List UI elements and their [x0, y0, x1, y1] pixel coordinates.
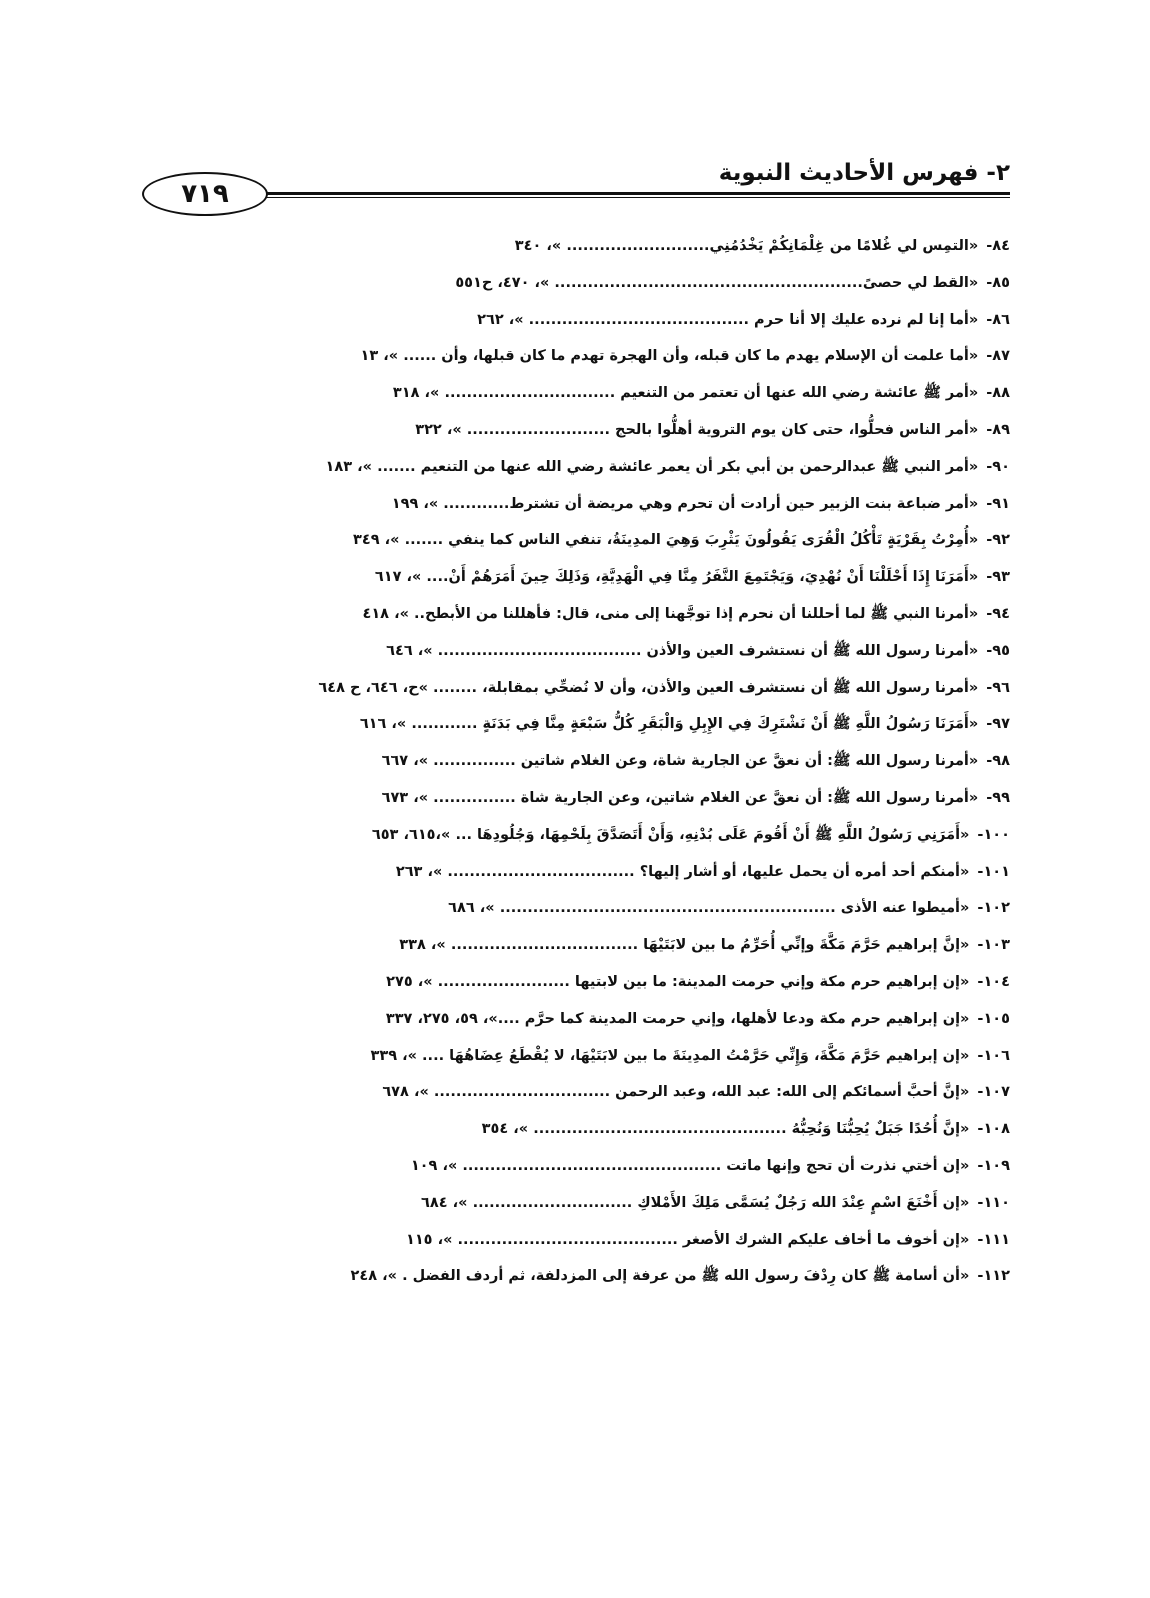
- entry-number: ٩٤-: [986, 605, 1010, 622]
- index-entry: [190, 890, 1010, 927]
- index-entry: [190, 1111, 1010, 1148]
- index-entry: [190, 375, 1010, 412]
- section-title: ٢- فهرس الأحاديث النبوية: [718, 160, 1010, 186]
- entry-number: ٩٣-: [986, 569, 1010, 586]
- index-entry: [190, 302, 1010, 339]
- entry-number: ١١١-: [977, 1231, 1010, 1248]
- entry-number: ١٠٨-: [977, 1121, 1010, 1138]
- entry-number: ١١٢-: [977, 1268, 1010, 1285]
- entry-number: ٨٨-: [986, 385, 1010, 402]
- index-entry: [190, 596, 1010, 633]
- index-entry: [190, 780, 1010, 817]
- entry-text: «إن إبراهيم حرم مكة وإني حرمت المدينة: ما بين لابتيها ........................ »، ٢٧٥: [386, 973, 970, 990]
- entry-number: ٩٥-: [986, 642, 1010, 659]
- index-entry: [190, 559, 1010, 596]
- entry-text: «أَمَرَنَا رَسُولُ اللَّهِ ﷺ أَنْ نَشْتَرِكَ فِي الإِبِلِ وَالْبَقَرِ كُلُّ سَبْعَةٍ مِنَّا فِي بَدَنَةٍ ............ »، ٦١٦: [359, 716, 979, 733]
- index-entry: [190, 1222, 1010, 1259]
- index-entry: [190, 522, 1010, 559]
- index-entry: [190, 854, 1010, 891]
- index-entry: [190, 1001, 1010, 1038]
- index-entry: [190, 743, 1010, 780]
- entry-number: ١١٠-: [977, 1194, 1010, 1211]
- entry-text: «إن أختي نذرت أن تحج وإنها ماتت ............................................... »، ١٠٩: [410, 1157, 970, 1174]
- entry-text: «أن أسامة ﷺ كان رِدْفَ رسول الله ﷺ من عرفة إلى المزدلفة، ثم أردف الفضل . »، ٢٤٨: [350, 1268, 970, 1285]
- index-entry: [190, 817, 1010, 854]
- entry-text: «أميطوا عنه الأذى ............................................................. »، ٦٨٦: [448, 900, 970, 917]
- entry-number: ٨٦-: [986, 311, 1010, 328]
- index-entry: [190, 706, 1010, 743]
- entry-number: ٩٩-: [986, 789, 1010, 806]
- entry-text: «أما علمت أن الإسلام يهدم ما كان قبله، وأن الهجرة تهدم ما كان قبلها، وأن ...... »، ١٣: [360, 348, 979, 365]
- index-entry: [190, 1074, 1010, 1111]
- hadith-index-list: [190, 228, 1010, 1295]
- entry-text: «أمر ضباعة بنت الزبير حين أرادت أن تحرم وهي مريضة أن تشترط............ »، ١٩٩: [391, 495, 979, 512]
- entry-number: ١٠٤-: [977, 973, 1010, 990]
- index-entry: [190, 964, 1010, 1001]
- entry-text: «أمر ﷺ عائشة رضي الله عنها أن تعتمر من التنعيم ............................... »، ٣١٨: [392, 385, 979, 402]
- entry-text: «أمرنا رسول الله ﷺ: أن نعقَّ عن الغلام شاتين، وعن الجارية شاة ............... »، ٦٧٣: [381, 789, 979, 806]
- entry-text: «إنَّ أُحُدًا جَبَلٌ يُحِبُّنَا وَنُحِبُّهُ .............................................. »، ٣٥٤: [481, 1121, 970, 1138]
- index-entry: [190, 265, 1010, 302]
- page-header: [142, 158, 1010, 210]
- entry-text: «أما إنا لم نرده عليك إلا أنا حرم ........................................ »، ٢٦٢: [477, 311, 979, 328]
- index-entry: [190, 449, 1010, 486]
- entry-number: ١٠٧-: [977, 1084, 1010, 1101]
- entry-number: ١٠٩-: [977, 1157, 1010, 1174]
- entry-number: ٩٦-: [986, 679, 1010, 696]
- index-entry: [190, 1185, 1010, 1222]
- entry-text: «إن أَخْنَعَ اسْمٍ عِنْدَ الله رَجُلٌ يُسَمَّى مَلِكَ الأَمْلاكِ ............................. »، ٦٨٤: [421, 1194, 970, 1211]
- index-entry: [190, 670, 1010, 707]
- entry-number: ٨٥-: [986, 274, 1010, 291]
- entry-number: ٩١-: [986, 495, 1010, 512]
- index-entry: [190, 338, 1010, 375]
- entry-text: «أَمَرَنَا إِذَا أَحْلَلْنَا أَنْ نُهْدِيَ، وَيَجْتَمِعَ النَّفَرُ مِنَّا فِي الْهَدِيَّةِ، وَذَلِكَ حِينَ أَمَرَهُمْ أَنْ.... »، ٦١٧: [374, 569, 979, 586]
- entry-text: «أُمِرْتُ بِقَرْيَةٍ تَأْكُلُ الْقُرَى يَقُولُونَ يَثْرِبَ وَهِيَ المدِينَةُ، تنفي الناس كما ينفي ....... »، ٣٤٩: [353, 532, 979, 549]
- entry-text: «إنَّ إبراهيم حَرَّمَ مَكَّةَ وإنِّي أُحَرِّمُ ما بين لابَتَيْهَا .................................. »، ٣٣٨: [399, 937, 970, 954]
- entry-number: ٩٧-: [986, 716, 1010, 733]
- index-entry: [190, 1148, 1010, 1185]
- entry-text: «إنَّ أحبَّ أسمائكم إلى الله: عبد الله، وعبد الرحمن ................................ »، ٦٧٨: [382, 1084, 970, 1101]
- entry-text: «أمرنا رسول الله ﷺ أن نستشرف العين والأذن، وأن لا نُضحِّي بمقابلة، ........ »ح، ٦٤٦، ح ٦٤٨: [318, 679, 979, 696]
- header-rule: [262, 192, 1010, 195]
- entry-number: ١٠٠-: [977, 826, 1010, 843]
- index-entry: [190, 1258, 1010, 1295]
- entry-number: ١٠٦-: [977, 1047, 1010, 1064]
- entry-text: «أمر الناس فحلُّوا، حتى كان يوم التروية أهلُّوا بالحج .......................... »، ٣٢٢: [415, 421, 979, 438]
- index-entry: [190, 486, 1010, 523]
- entry-text: «أمر النبي ﷺ عبدالرحمن بن أبي بكر أن يعمر عائشة رضي الله عنها من التنعيم ....... »، ١٨٣: [325, 458, 979, 475]
- entry-number: ١٠١-: [977, 863, 1010, 880]
- entry-number: ٩٠-: [986, 458, 1010, 475]
- index-entry: [190, 633, 1010, 670]
- entry-text: «أمرنا رسول الله ﷺ أن نستشرف العين والأذن ..................................... »، ٦٤٦: [386, 642, 979, 659]
- entry-number: ١٠٣-: [977, 937, 1010, 954]
- entry-text: «أَمَرَنِي رَسُولُ اللَّهِ ﷺ أَنْ أَقُومَ عَلَى بُدْنِهِ، وَأَنْ أَتَصَدَّقَ بِلَحْمِهَا، وَجُلُودِهَا ... »،٦١٥، ٦٥٣: [371, 826, 970, 843]
- index-entry: [190, 1038, 1010, 1075]
- entry-text: «إن أخوف ما أخاف عليكم الشرك الأصغر ........................................ »، ١١٥: [405, 1231, 970, 1248]
- page-number: ٧١٩: [181, 179, 229, 209]
- entry-number: ٨٧-: [986, 348, 1010, 365]
- entry-number: ٩٢-: [986, 532, 1010, 549]
- page-number-badge: [142, 172, 268, 216]
- entry-text: «أمرنا رسول الله ﷺ: أن نعقَّ عن الجارية شاة، وعن الغلام شاتين ............... »، ٦٦٧: [381, 753, 979, 770]
- entry-number: ١٠٥-: [977, 1010, 1010, 1027]
- index-entry: [190, 412, 1010, 449]
- entry-number: ٨٤-: [986, 238, 1010, 254]
- entry-number: ١٠٢-: [977, 900, 1010, 917]
- entry-text: «إن إبراهيم حرم مكة ودعا لأهلها، وإني حرمت المدينة كما حرَّم ....»، ٥٩، ٢٧٥، ٣٣٧: [385, 1010, 970, 1027]
- entry-text: «أمنكم أحد أمره أن يحمل عليها، أو أشار إليها؟ .................................. »، ٢٦٣: [395, 863, 970, 880]
- entry-number: ٩٨-: [986, 753, 1010, 770]
- entry-text: «إن إبراهيم حَرَّمَ مَكَّةَ، وَإِنِّي حَرَّمْتُ المدِينَةَ ما بين لابَتَيْهَا، لا يُقْطَعُ عِضَاهُهَا .... »، ٣٣٩: [370, 1047, 970, 1064]
- entry-number: ٨٩-: [986, 421, 1010, 438]
- index-entry: [190, 927, 1010, 964]
- entry-text: «التمِس لي غُلامًا من غِلْمَانِكُمْ يَخْدُمُنِي.......................... »، ٣٤٠: [514, 238, 979, 254]
- header-rule-thin: [262, 197, 1010, 198]
- entry-text: «أمرنا النبي ﷺ لما أحللنا أن نحرم إذا توجَّهنا إلى منى، قال: فأهللنا من الأبطح.. »، ٤١٨: [362, 605, 979, 622]
- index-entry: [190, 228, 1010, 265]
- entry-text: «القط لي حصىً........................................................ »، ٤٧٠، ح٥٥١: [455, 274, 979, 291]
